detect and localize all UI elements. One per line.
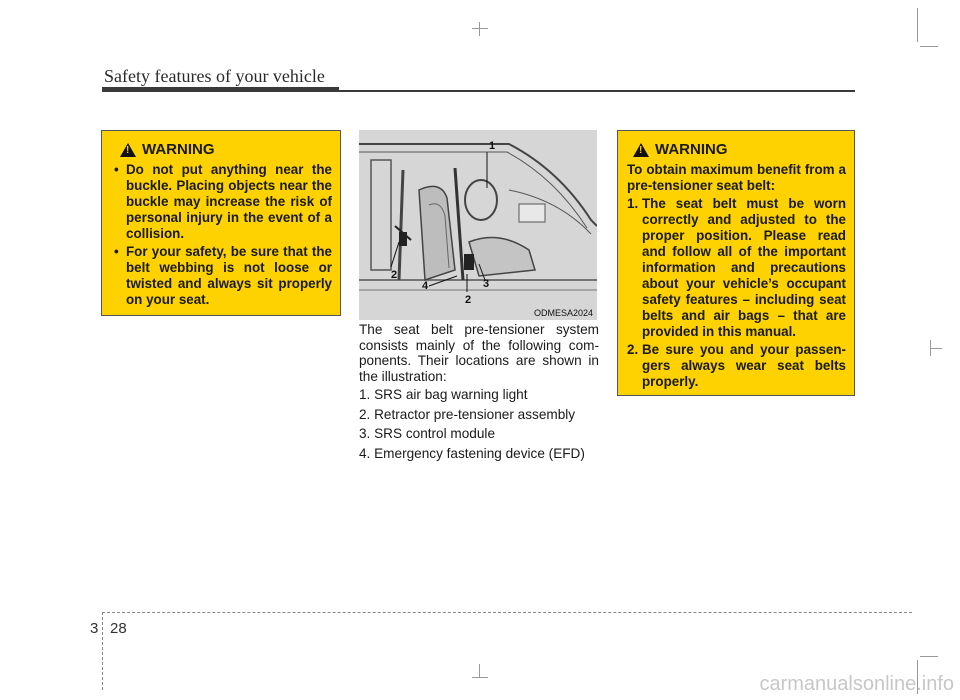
list-item: 3. SRS control module bbox=[359, 426, 496, 441]
section-title: Safety features of your vehicle bbox=[104, 66, 325, 86]
warning-triangle-icon bbox=[120, 143, 136, 157]
crop-mark bbox=[479, 22, 480, 36]
callout-label: 3 bbox=[483, 278, 490, 290]
footer-vertical-rule bbox=[102, 612, 103, 690]
item-number: 1. bbox=[627, 196, 639, 211]
crop-mark bbox=[472, 28, 488, 29]
footer-rule bbox=[102, 612, 912, 613]
header-rule-thick bbox=[102, 87, 339, 92]
crop-mark bbox=[917, 8, 918, 42]
chapter-number: 3 bbox=[90, 620, 99, 637]
warning-item bbox=[627, 342, 846, 390]
warning-box-left bbox=[101, 130, 341, 316]
item-text: The seat belt must be worn correctly and adjusted to the proper position. Please read and follow all of the important information and precautions about your vehicle’s occupant safety features – including seat belts and air bags – that are provided in this manual. bbox=[642, 196, 846, 339]
watermark: carmanualsonline.info bbox=[759, 673, 954, 695]
callout-label: 4 bbox=[422, 280, 429, 292]
warning-triangle-icon bbox=[633, 143, 649, 157]
component-list bbox=[359, 387, 599, 465]
warning-item: • For your safety, be sure that the belt webbing is not loose or twisted and always sit properly on your seat. bbox=[112, 244, 332, 308]
list-item: 2. Retractor pre-tensioner assembly bbox=[359, 406, 576, 422]
crop-mark bbox=[930, 348, 942, 349]
warning-heading-text: WARNING bbox=[142, 141, 215, 158]
page-number: 28 bbox=[110, 620, 127, 637]
warning-box-right bbox=[617, 130, 855, 396]
warning-item bbox=[627, 196, 846, 340]
body-paragraph: The seat belt pre-tensioner system consists mainly of the following com- ponents. Their locations are shown in the illustration: bbox=[359, 322, 599, 384]
crop-mark bbox=[479, 664, 480, 678]
item-number: 2. bbox=[627, 342, 639, 357]
pretensioner-illustration bbox=[359, 130, 597, 320]
callout-label: 1 bbox=[489, 140, 496, 152]
warning-heading bbox=[633, 141, 846, 158]
list-item: 1. SRS air bag warning light bbox=[359, 387, 528, 402]
warning-list bbox=[112, 162, 332, 308]
warning-item: • Do not put anything near the buckle. Placing objects near the buckle may increase the risk of personal injury in the event of a collision. bbox=[112, 162, 332, 242]
figure-caption: ODMESA2024 bbox=[533, 308, 593, 318]
warning-list bbox=[627, 196, 846, 390]
list-item: 4. Emergency fastening device (EFD) bbox=[359, 445, 585, 461]
crop-mark bbox=[920, 656, 938, 657]
crop-mark bbox=[472, 677, 488, 678]
header-rule-thin bbox=[339, 90, 855, 92]
warning-intro: To obtain maximum benefit from a pre-tensioner seat belt: bbox=[627, 162, 846, 193]
item-text: Be sure you and your passen- gers always wear seat belts properly. bbox=[642, 342, 846, 389]
callout-label: 2 bbox=[391, 269, 398, 281]
crop-mark bbox=[920, 46, 938, 47]
warning-heading bbox=[120, 141, 332, 158]
warning-heading-text: WARNING bbox=[655, 141, 728, 158]
car-interior-drawing bbox=[359, 130, 597, 320]
callout-label: 2 bbox=[465, 294, 472, 306]
